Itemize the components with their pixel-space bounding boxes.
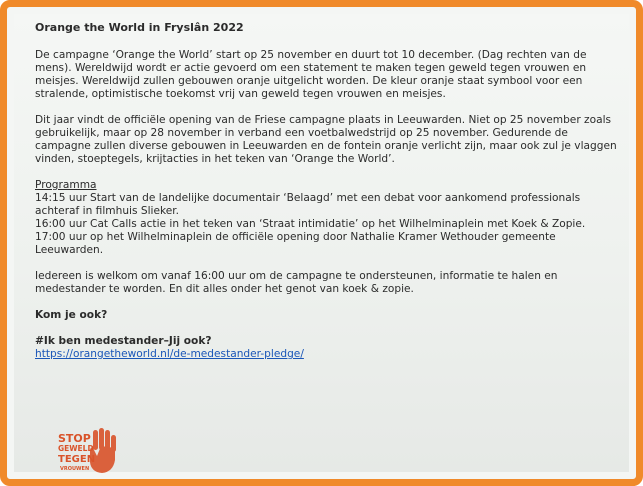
program-heading: Programma <box>35 179 97 191</box>
document-title: Orange the World in Fryslân 2022 <box>35 21 244 34</box>
logo-text-tegen: TEGEN <box>58 454 96 465</box>
hashtag-line: #Ik ben medestander–Jij ook? <box>35 335 212 347</box>
program-item: 16:00 uur Cat Calls actie in het teken van ‘Straat intimidatie’ op het Wilhelminaplein met Koek & Zopie. <box>35 218 586 230</box>
stop-geweld-logo <box>57 426 119 478</box>
logo-text-vrouwen: VROUWEN <box>60 466 90 472</box>
logo-text-stop: STOP <box>58 432 91 445</box>
program-item: 17:00 uur op het Wilhelminaplein de officiële opening door Nathalie Kramer Wethouder gemeente Leeuwarden. <box>35 231 556 256</box>
opening-paragraph: Dit jaar vindt de officiële opening van de Friese campagne plaats in Leeuwarden. Niet op 25 november zoals gebruikelijk, maar op 28 november in verband een voetbalwedstrijd op 25 november. Gedurende de campagne zullen diverse gebouwen in Leeuwarden en de fontein oranje verlicht zijn, maar ook zul je vlaggen vinden, stoeptegels, krijtacties in het teken van ‘Orange the World’. <box>35 114 617 165</box>
intro-paragraph: De campagne ‘Orange the World’ start op 25 november en duurt tot 10 december. (Dag rechten van de mens). Wereldwijd wordt er actie gevoerd om een statement te maken tegen geweld tegen vrouwen en meisjes. Wereldwijd zullen gebouwen oranje uitgelicht worden. De kleur oranje staat symbool voor een stralende, optimistische toekomst vrij van geweld tegen vrouwen en meisjes. <box>35 49 587 100</box>
pledge-link[interactable]: https://orangetheworld.nl/de-medestander-pledge/ <box>35 348 304 360</box>
logo-text-geweld: GEWELD <box>58 444 94 453</box>
question-line: Kom je ook? <box>35 309 108 321</box>
welcome-paragraph: Iedereen is welkom om vanaf 16:00 uur om de campagne te ondersteunen, informatie te halen en medestander te worden. En dit alles onder het genot van koek & zopie. <box>35 270 558 295</box>
document-body <box>35 21 620 361</box>
link-line <box>35 348 620 361</box>
hand-icon <box>90 428 116 473</box>
program-item: 14:15 uur Start van de landelijke documentair ‘Belaagd’ met een debat voor aankomend professionals achteraf in filmhuis Slieker. <box>35 192 581 217</box>
